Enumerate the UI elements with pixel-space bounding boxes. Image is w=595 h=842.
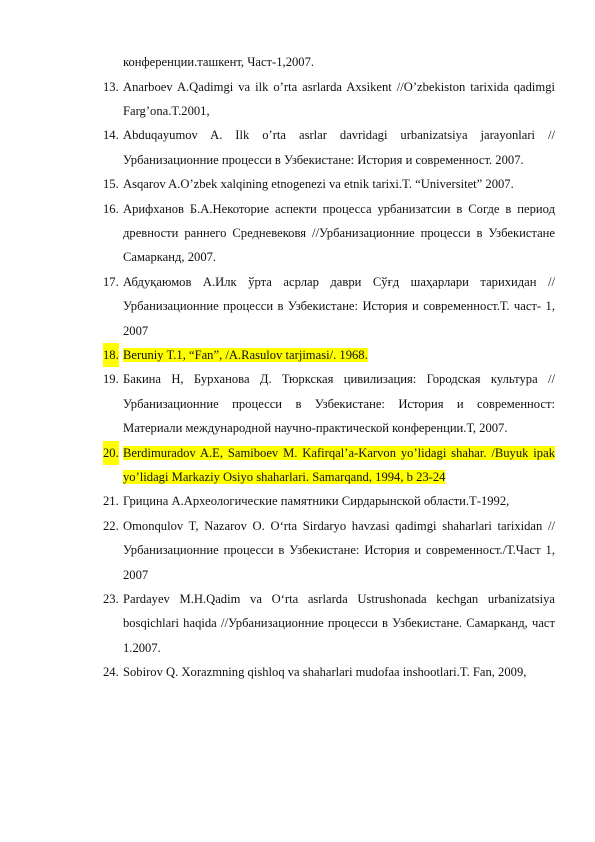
reference-text: Бакина Н, Бурханова Д. Тюркская цивилизация: Городская культура //Урбанизационние процесси в Узбекистане: История и современност: Материали международной научно-практической конференции.Т, 2007. — [123, 372, 555, 436]
reference-text: Abduqayumov A. Ilk o’rta asrlar davridagi urbanizatsiya jarayonlari //Урбанизационние процесси в Узбекистане: История и современност. 2007. — [123, 128, 555, 167]
reference-number: 18. — [103, 343, 119, 367]
reference-number: 19. — [103, 372, 119, 387]
reference-text: Asqarov A.O’zbek xalqining etnogenezi va etnik tarixi.T. “Universitet” 2007. — [123, 177, 514, 192]
reference-number: 17. — [103, 274, 119, 289]
reference-item — [103, 367, 555, 440]
reference-number: 24. — [103, 665, 119, 680]
reference-item — [103, 75, 555, 124]
reference-item — [103, 587, 555, 660]
reference-item — [103, 514, 555, 587]
reference-item — [103, 270, 555, 343]
reference-item — [103, 441, 555, 490]
reference-item — [103, 489, 555, 513]
reference-text: Sobirov Q. Xorazmning qishloq va shaharlari mudofaa inshootlari.T. Fan, 2009, — [123, 665, 527, 680]
reference-number: 14. — [103, 128, 119, 143]
reference-number: 20. — [103, 441, 119, 465]
reference-text: Beruniy T.1, “Fan”, /A.Rasulov tarjimasi/. 1968. — [123, 347, 368, 362]
reference-number: 13. — [103, 79, 119, 94]
reference-item — [103, 343, 555, 367]
reference-item — [103, 172, 555, 196]
reference-text: Berdimuradov A.E, Samiboev M. Kafirqal’a-Karvon yo’lidagi shahar. /Buyuk ipak yo’lidagi Markaziy Osiyo shaharlari. Samarqand, 1994, b 23-24 — [123, 445, 555, 484]
reference-text: Anarboev A.Qadimgi va ilk o’rta asrlarda Axsikent //O’zbekiston tarixida qadimgi Farg’ona.T.2001, — [123, 79, 555, 118]
reference-number: 15. — [103, 177, 119, 192]
reference-item — [103, 660, 555, 684]
reference-item — [103, 123, 555, 172]
reference-item — [103, 197, 555, 270]
reference-text: Грицина А.Археологические памятники Сирдарынской области.Т-1992, — [123, 494, 510, 509]
reference-number: 21. — [103, 494, 119, 509]
reference-text: Абдуқаюмов А.Илк ўрта асрлар даври Сўғд шаҳарлари тарихидан //Урбанизационние процесси в Узбекистане: История и современност.Т. част- 1, 2007 — [123, 274, 555, 338]
reference-number: 23. — [103, 592, 119, 607]
reference-number: 16. — [103, 201, 119, 216]
reference-continuation: конференции.ташкент, Част-1,2007. — [123, 55, 315, 69]
reference-number: 22. — [103, 518, 119, 533]
reference-text: Арифханов Б.А.Некоторие аспекти процесса урбанизатсии в Согде в период древности раннего Средневековя //Урбанизационние процесси в Узбекистане Самарканд, 2007. — [123, 201, 555, 265]
reference-text: Pardayev M.H.Qadim va O‘rta asrlarda Ustrushonada kechgan urbanizatsiya bosqichlari haqida //Урбанизационние процесси в Узбекистане. Самарканд, част 1.2007. — [123, 592, 555, 655]
reference-text: Omonqulov T, Nazarov O. O‘rta Sirdaryo havzasi qadimgi shaharlari tarixidan //Урбанизационние процесси в Узбекистане: История и современност./Т.Част 1, 2007 — [123, 518, 555, 582]
reference-list — [103, 75, 555, 685]
